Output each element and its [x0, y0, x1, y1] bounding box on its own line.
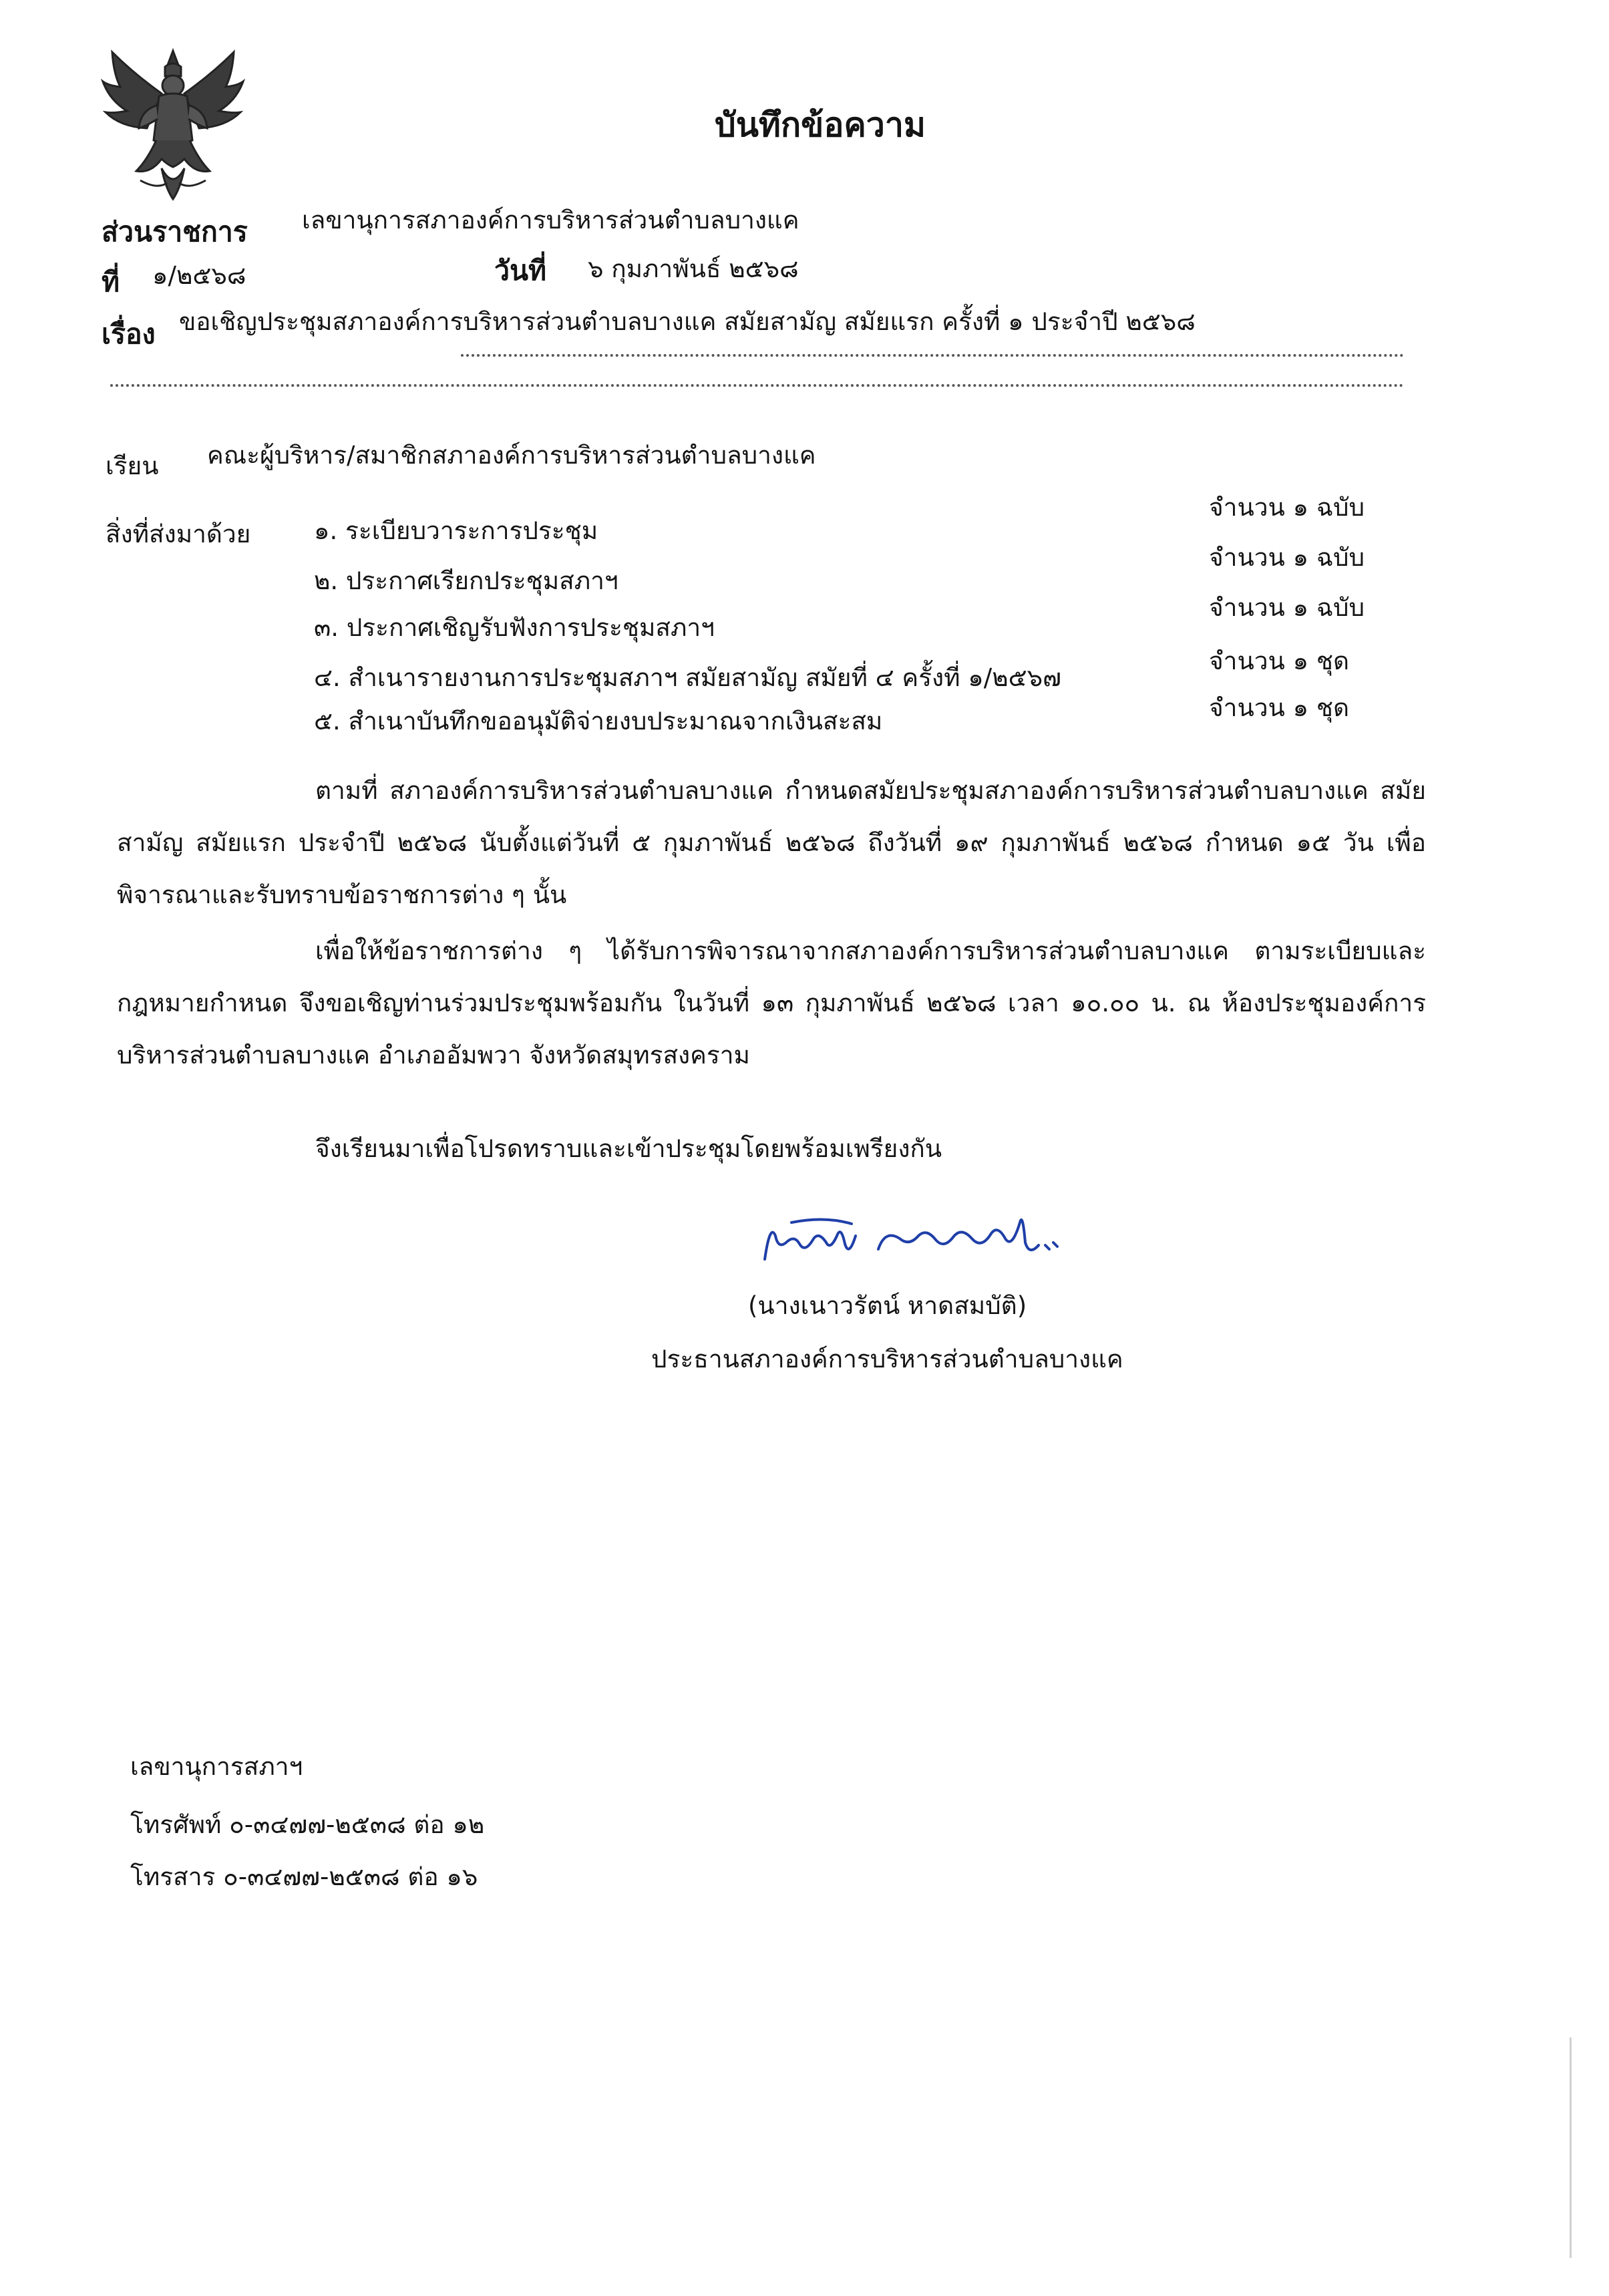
subject-value: ขอเชิญประชุมสภาองค์การบริหารส่วนตำบลบางแค สมัยสามัญ สมัยแรก ครั้งที่ ๑ ประจำปี ๒๕๖๘	[179, 307, 1196, 336]
enclosure-item: ๑. ระเบียบวาระการประชุม	[314, 516, 598, 545]
scan-edge-line	[1570, 2037, 1572, 2258]
closing-line: จึงเรียนมาเพื่อโปรดทราบและเข้าประชุมโดยพร้อมเพรียงกัน	[315, 1134, 942, 1163]
signer-name: (นางเนาวรัตน์ หาดสมบัติ)	[748, 1291, 1027, 1320]
department-label: ส่วนราชการ	[102, 216, 248, 248]
enclosure-item: ๒. ประกาศเรียกประชุมสภาฯ	[314, 566, 618, 595]
signer-position: ประธานสภาองค์การบริหารส่วนตำบลบางแค	[651, 1345, 1123, 1373]
enclosure-qty: จำนวน ๑ ฉบับ	[1209, 493, 1365, 522]
date-value: ๖ กุมภาพันธ์ ๒๕๖๘	[588, 255, 799, 283]
ref-label: ที่	[102, 266, 120, 298]
enclosure-qty: จำนวน ๑ ฉบับ	[1209, 543, 1365, 572]
subject-label: เรื่อง	[102, 318, 156, 350]
enclosure-qty: จำนวน ๑ ชุด	[1209, 647, 1349, 675]
date-label: วันที่	[494, 255, 547, 287]
handwritten-signature	[751, 1196, 1072, 1276]
enclosure-qty: จำนวน ๑ ชุด	[1209, 693, 1349, 722]
footer-fax: โทรสาร ๐-๓๔๗๗-๒๕๓๘ ต่อ ๑๖	[130, 1862, 478, 1891]
body-paragraph: ตามที่ สภาองค์การบริหารส่วนตำบลบางแค กำหนดสมัยประชุมสภาองค์การบริหารส่วนตำบลบางแค สมัยสามัญ สมัยแรก ประจำปี ๒๕๖๘ นับตั้งแต่วันที่ ๕ กุมภาพันธ์ ๒๕๖๘ ถึงวันที่ ๑๙ กุมภาพันธ์ ๒๕๖๘ กำหนด ๑๕ วัน เพื่อพิจารณาและรับทราบข้อราชการต่าง ๆ นั้น	[117, 776, 1426, 909]
enclosure-item: ๕. สำเนาบันทึกขออนุมัติจ่ายงบประมาณจากเงินสะสม	[314, 707, 883, 735]
dotted-rule	[461, 354, 1404, 357]
memo-title: บันทึกข้อความ	[715, 106, 926, 144]
addressee-value: คณะผู้บริหาร/สมาชิกสภาองค์การบริหารส่วนตำบลบางแค	[207, 441, 816, 470]
footer-office: เลขานุการสภาฯ	[130, 1752, 303, 1781]
footer-phone: โทรศัพท์ ๐-๓๔๗๗-๒๕๓๘ ต่อ ๑๒	[130, 1810, 485, 1839]
enclosure-qty: จำนวน ๑ ฉบับ	[1209, 593, 1365, 622]
enclosure-item: ๓. ประกาศเชิญรับฟังการประชุมสภาฯ	[314, 613, 715, 642]
enclosures-label: สิ่งที่ส่งมาด้วย	[106, 520, 251, 548]
ref-value: ๑/๒๕๖๘	[152, 261, 246, 290]
dotted-rule	[110, 384, 1404, 387]
body-paragraph: เพื่อให้ข้อราชการต่าง ๆ ได้รับการพิจารณาจากสภาองค์การบริหารส่วนตำบลบางแค ตามระเบียบและกฎหมายกำหนด จึงขอเชิญท่านร่วมประชุมพร้อมกัน ในวันที่ ๑๓ กุมภาพันธ์ ๒๕๖๘ เวลา ๑๐.๐๐ น. ณ ห้องประชุมองค์การบริหารส่วนตำบลบางแค อำเภออัมพวา จังหวัดสมุทรสงคราม	[117, 937, 1426, 1070]
garuda-emblem-icon	[100, 47, 246, 202]
enclosure-item: ๔. สำเนารายงานการประชุมสภาฯ สมัยสามัญ สมัยที่ ๔ ครั้งที่ ๑/๒๕๖๗	[314, 663, 1061, 692]
addressee-label: เรียน	[106, 452, 159, 480]
department-value: เลขานุการสภาองค์การบริหารส่วนตำบลบางแค	[302, 206, 799, 234]
